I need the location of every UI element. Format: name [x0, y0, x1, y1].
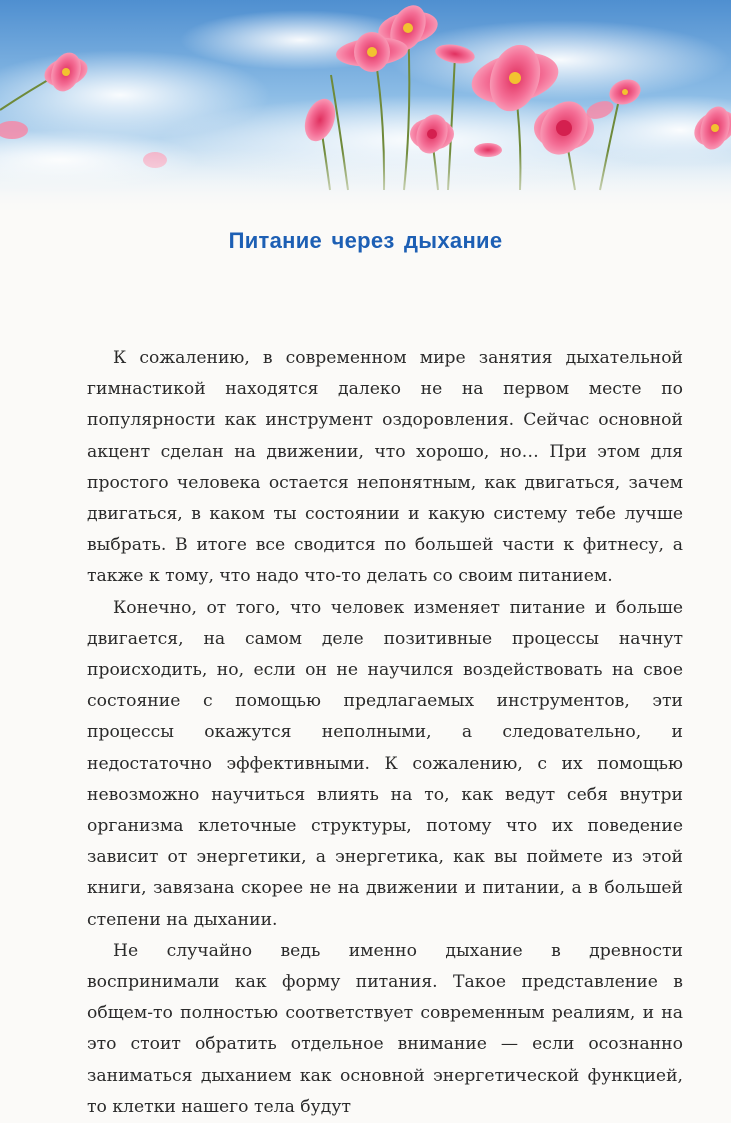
- paragraph-1: К сожалению, в современном мире занятия дыхательной гимнастикой находятся далеко не на первом месте по популярности как инструмент оздоровления. Сейчас основной акцент сделан на движении, что хорошо, но… При этом для простого человека остается непонятным, как двигаться, зачем двигаться, в каком ты состоянии и какую систему тебе лучше выбрать. В итоге все сводится по большей части к фитнесу, а также к тому, что надо что-то делать со своим питанием.: [87, 348, 683, 587]
- paragraph-2: Конечно, от того, что человек изменяет питание и больше двигается, на самом деле позитивные процессы начнут происходить, но, если он не научился воздействовать на свое состояние с помощью предлагаемых инструментов, эти процессы окажутся неполными, а следовательно, и недостаточно эффективными. К сожалению, с их помощью невозможно научиться влиять на то, как ведут себя внутри организма клеточные структуры, потому что их поведение зависит от энергетики, а энергетика, как вы поймете из этой книги, завязана скорее не на движении и питании, а в большей степени на дыхании.: [87, 597, 683, 930]
- body-text: [87, 343, 683, 1123]
- paragraph-3: Не случайно ведь именно дыхание в древности воспринимали как форму питания. Такое представление в общем-то полностью соответствует современным реалиям, и на это стоит обратить отдельное внимание — если осознанно заниматься дыханием как основной энергетической функцией, то клетки нашего тела будут: [87, 940, 683, 1117]
- flower-sky-banner: [0, 0, 731, 215]
- page-title: Питание через дыхание: [228, 228, 503, 253]
